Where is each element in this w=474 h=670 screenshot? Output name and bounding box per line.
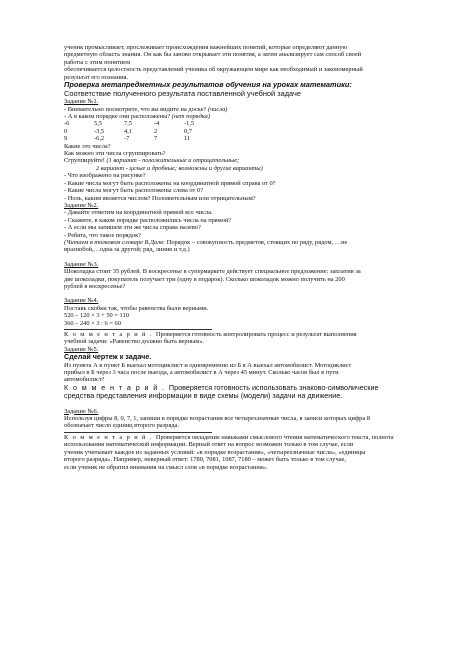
- task4-comment: [64, 331, 414, 338]
- task1-line: - Ноль, каким является числом? Положительным или отрицательным?: [64, 194, 256, 202]
- comment-label: К о м м е н т а р и й .: [64, 383, 169, 392]
- number-row: [64, 135, 214, 142]
- task6-comment-line: если ученик не обратил внимания на смысл слов «в порядке возрастания».: [64, 463, 268, 471]
- number-cell: -3,5: [94, 127, 105, 135]
- intro-line: обеспечивается целостность представлений ученика об окружающем мире как необходимый и закономерный: [64, 66, 363, 74]
- number-cell: 2: [154, 127, 158, 135]
- section-subheading: Соответствие полученного результата поставленной учебной задаче: [64, 89, 301, 98]
- intro-line: результат его познания.: [64, 73, 129, 81]
- number-cell: 9: [64, 135, 68, 143]
- task3-line: Шоколадка стоит 35 рублей. В воскресенье в супермаркете действует специальное предложение: заплатив за: [64, 268, 361, 276]
- number-cell: 5,5: [94, 120, 102, 128]
- task6-comment-line: второго разряда». Например, неверный ответ: 1780, 7081, 1087, 7180 – может быть только в том случае,: [64, 456, 346, 464]
- task2-dictionary-line: вразнобой,…одна за другой; ряд, линия и т.д.): [64, 246, 190, 254]
- task1-line: - Какие числа могут быть расположены на координатной прямой справа от 0?: [64, 179, 276, 187]
- number-row: [64, 120, 214, 127]
- comment-label: К о м м е н т а р и й .: [64, 433, 156, 441]
- task1-title: Задание №1.: [64, 98, 99, 106]
- task3-title: Задание №3.: [64, 260, 99, 268]
- intro-line: предметную область знания. Он как бы заново открывает эти понятия, а затем анализирует сам способ своей: [64, 51, 362, 59]
- task4-line: 520 – 120 × 3 + 50 = 110: [64, 312, 129, 320]
- task2-line: - А если мы запишем эти же числа справа налево?: [64, 224, 201, 232]
- task6-line: обозначает число единиц второго разряда.: [64, 422, 179, 430]
- number-cell: 7: [154, 135, 158, 143]
- task1-line: Как можно эти числа сгруппировать?: [64, 150, 166, 158]
- divider: [64, 432, 212, 433]
- task2-title: Задание №2.: [64, 201, 99, 209]
- task1-q2-text: - А в каком порядке они расположены?: [64, 113, 172, 121]
- task2-dictionary-line: [64, 239, 414, 246]
- number-cell: -1,5: [184, 120, 195, 128]
- task1-group-label: Сгруппируйте!: [64, 157, 107, 165]
- comment-text: Проверяется готовность использовать знаково-символические: [168, 383, 379, 392]
- task1-line: Какие это числа?: [64, 142, 111, 150]
- task1-q2-note: (нет порядка): [171, 113, 210, 121]
- task5-heading: Сделай чертеж к задаче.: [64, 353, 152, 362]
- number-grid: [64, 120, 214, 142]
- task1-line: - Какие числа могут быть расположены слева от 0?: [64, 187, 203, 195]
- task6-title: Задание №6.: [64, 407, 99, 415]
- comment-label: К о м м е н т а р и й .: [64, 331, 156, 338]
- number-cell: 4,1: [124, 127, 132, 135]
- number-cell: 0,7: [184, 127, 192, 135]
- comment-text: Проверяется готовность контролировать процесс и результат выполнения: [155, 331, 357, 338]
- task3-line: две шоколадки, покупатель получает три (одну в подарок). Сколько шоколадок можно получить на 200: [64, 275, 345, 283]
- task1-line: - Что изображено на рисунке?: [64, 172, 146, 180]
- task1-question: [64, 106, 414, 113]
- task4-line: 360 – 240 × 3 : 6 = 60: [64, 319, 121, 327]
- number-cell: -4: [154, 120, 160, 128]
- task6-comment-line: использования математической информации. Верный ответ на вопрос возможен только в том случае, если: [64, 441, 354, 449]
- number-row: [64, 128, 214, 135]
- number-cell: 0: [64, 127, 68, 135]
- task1-q1-text: - Внимательно посмотрите, что вы видите на доске?: [64, 105, 208, 113]
- number-cell: -7: [124, 135, 130, 143]
- intro-line: работы с этим понятием: [64, 58, 131, 66]
- task4-comment-line: учебной задачи: «Равенство должно быть верным».: [64, 338, 205, 346]
- task3-line: рублей в воскресенье?: [64, 282, 126, 290]
- document-page: [64, 44, 414, 471]
- number-cell: -6: [64, 120, 70, 128]
- task5-line: прибыл в Б через 3 часа после выезда, а автомобилист в А через 45 минут. Сколько часов был в пути: [64, 369, 339, 377]
- task1-variant1: (1 вариант - положительные и отрицательные;: [106, 157, 240, 165]
- number-cell: 11: [184, 135, 191, 143]
- task6-line: Используя цифры 8, 0, 7, 1, запиши в порядке возрастания все четырехзначные числа, в записи которых цифра 8: [64, 415, 370, 423]
- task2-line: - Скажите, в каком порядке расположились числа на прямой?: [64, 216, 232, 224]
- task5-title: Задание №5.: [64, 345, 99, 353]
- task1-question: [64, 113, 414, 120]
- task2-dict-text: Порядок – совокупность предметов, стоящих по ряду, рядом, …не: [166, 238, 348, 246]
- number-cell: -6,2: [94, 135, 105, 143]
- task2-line: - Ребята, что такое порядок?: [64, 231, 142, 239]
- task5-comment-line: средства представления информации в виде схемы (модели) задачи на движение.: [64, 392, 343, 401]
- divider: [64, 329, 212, 330]
- task2-line: - Давайте отметим на координатной прямой все числа.: [64, 209, 213, 217]
- task1-variant2: 2 вариант - целые и дробные; возможны и другие варианты): [96, 164, 263, 172]
- task1-q1-note: (числа): [208, 105, 228, 113]
- task2-dict-intro: (Читаем в толковом словаре В.Даля:: [64, 238, 167, 246]
- task5-comment: [64, 384, 414, 392]
- intro-line: ученик промысливает, прослеживает происхождения важнейших понятий, которые определяют данную: [64, 44, 348, 51]
- intro-paragraph: [64, 44, 414, 81]
- task4-line: Поставь скобки так, чтобы равенства были верными.: [64, 304, 209, 312]
- task5-line: Из пункта А в пункт Б выехал мотоциклист и одновременно из Б в А выехал автомобилист. Мотоциклист: [64, 361, 352, 369]
- number-cell: 7,5: [124, 120, 132, 128]
- task6-comment: [64, 434, 414, 441]
- task1-group-line: [64, 157, 414, 164]
- task6-comment-line: ученик учитывает каждое из заданных условий: «в порядке возрастания», «четырехзначные числа», «единицы: [64, 448, 366, 456]
- task4-title: Задание №4.: [64, 297, 99, 305]
- task5-line: автомобилист?: [64, 376, 105, 384]
- section-heading: Проверка метапредметных результатов обучения на уроках математики:: [64, 81, 352, 90]
- comment-text: Проверяется овладение навыками смыслового чтения математического текста, полнота: [155, 433, 394, 441]
